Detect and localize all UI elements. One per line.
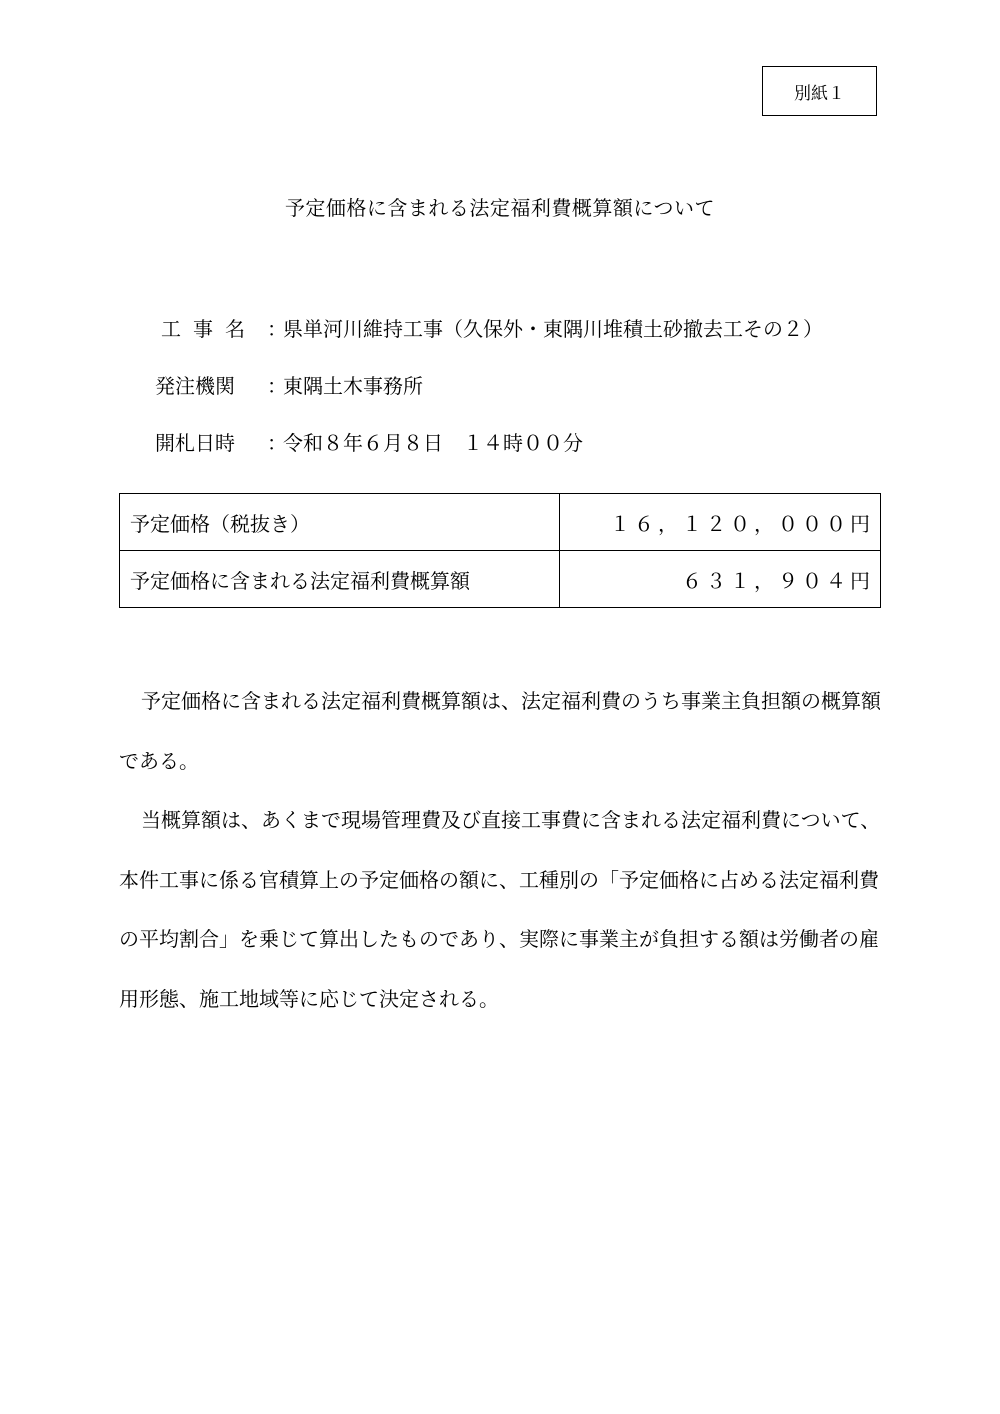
welfare-cost-amount: ６３１，９０４円 <box>560 551 881 608</box>
welfare-cost-label: 予定価格に含まれる法定福利費概算額 <box>120 551 560 608</box>
table-row <box>120 551 881 608</box>
ordering-agency-label: 発注機関 <box>155 373 235 398</box>
construction-name-value: 県単河川維持工事（久保外・東隅川堆積土砂撤去工その２） <box>283 316 823 341</box>
page-title: 予定価格に含まれる法定福利費概算額について <box>284 196 716 220</box>
paragraph-definition: 予定価格に含まれる法定福利費概算額は、法定福利費のうち事業主負担額の概算額である。 <box>119 689 881 773</box>
price-table <box>119 493 881 608</box>
ordering-agency-value: 東隅土木事務所 <box>283 373 423 398</box>
info-row-bid-opening <box>155 426 583 456</box>
construction-name-separator: ： <box>267 316 287 341</box>
paragraph-calculation-note: 当概算額は、あくまで現場管理費及び直接工事費に含まれる法定福利費について、本件工事に係る官積算上の予定価格の額に、工種別の「予定価格に占める法定福利費の平均割合」を乗じて算出したものであり、実際に事業主が負担する額は労働者の雇用形態、施工地域等に応じて決定される。 <box>119 808 881 1011</box>
bid-opening-label: 開札日時 <box>155 430 235 455</box>
body-text <box>119 672 885 1030</box>
estimated-price-label: 予定価格（税抜き） <box>120 494 560 551</box>
bid-opening-value: 令和８年６月８日 １４時００分 <box>283 430 583 455</box>
bid-opening-separator: ： <box>267 430 287 455</box>
estimated-price-amount: １６，１２０，０００円 <box>560 494 881 551</box>
annex-label: 別紙１ <box>762 66 877 116</box>
info-row-ordering-agency <box>155 369 423 399</box>
ordering-agency-separator: ： <box>267 373 287 398</box>
info-row-construction-name <box>155 312 823 342</box>
construction-name-label: 工事名 <box>161 316 257 341</box>
table-row <box>120 494 881 551</box>
